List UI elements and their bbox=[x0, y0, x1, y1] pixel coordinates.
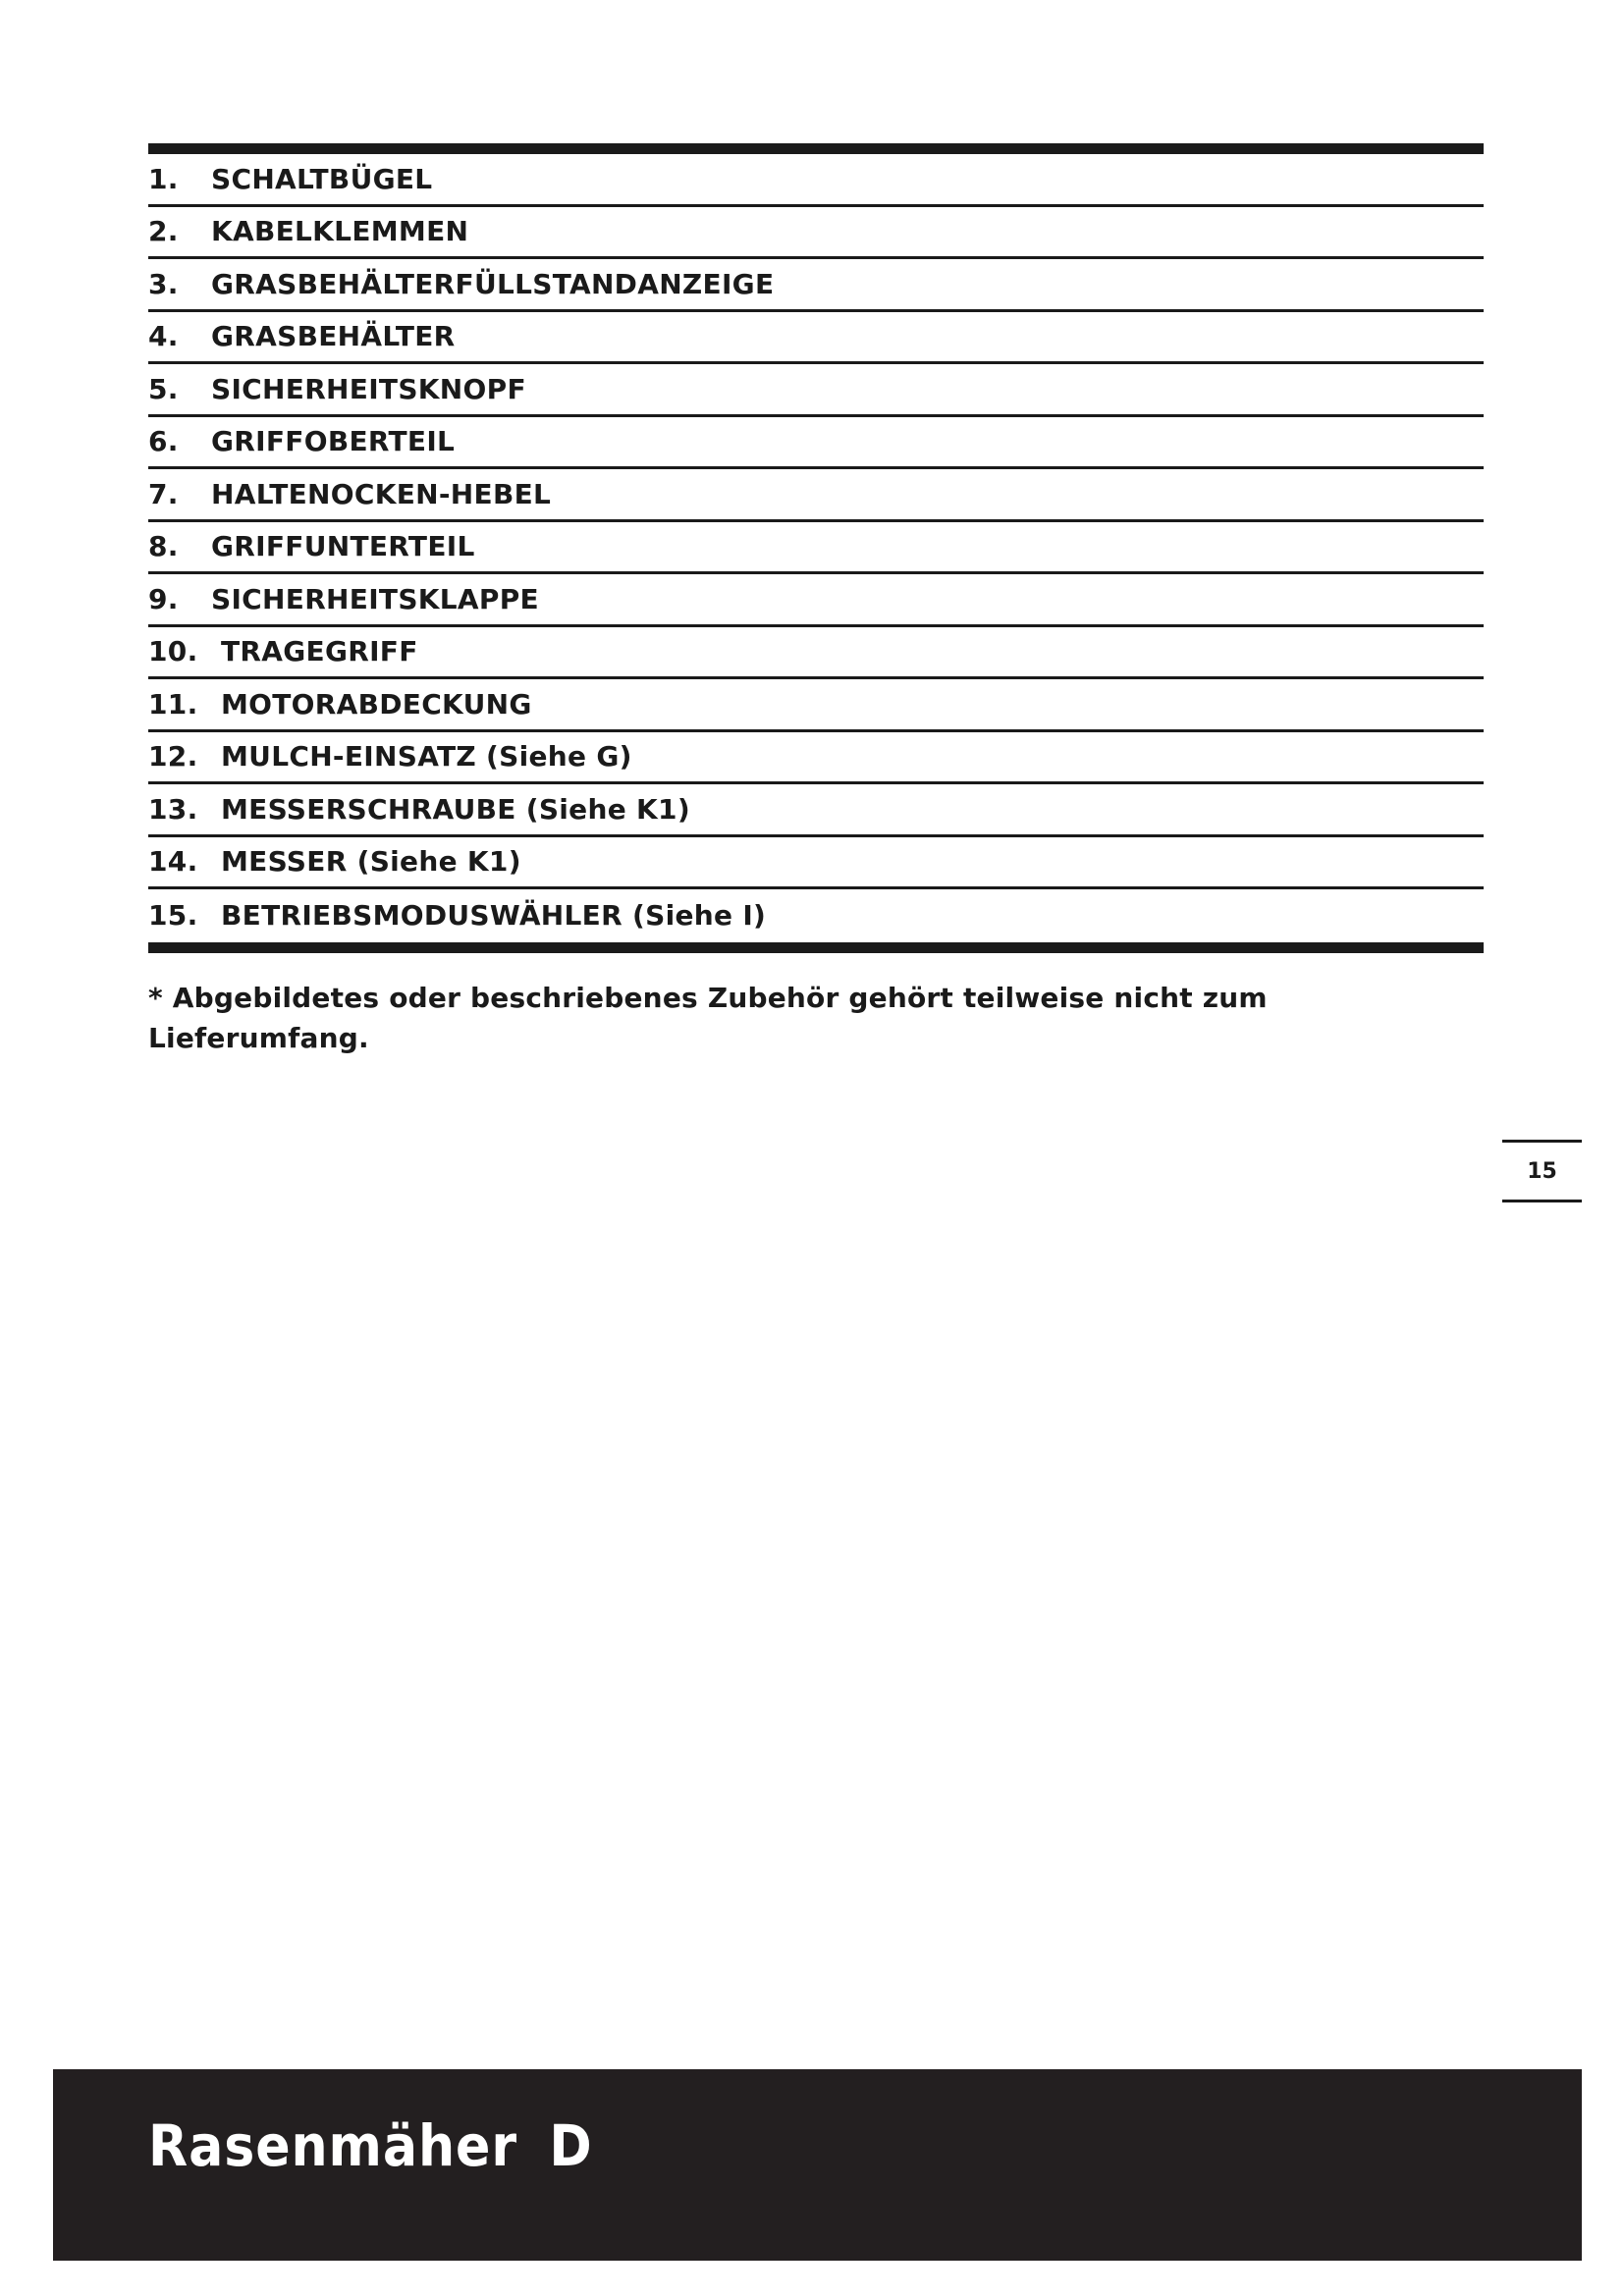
part-number: 4. bbox=[148, 320, 179, 353]
parts-list-item bbox=[148, 732, 1484, 785]
part-label: GRIFFUNTERTEIL bbox=[211, 530, 475, 563]
accessories-note-line-2: Lieferumfang. bbox=[148, 1022, 369, 1054]
parts-list-item bbox=[148, 207, 1484, 260]
part-label: SICHERHEITSKNOPF bbox=[211, 372, 526, 405]
part-number: 11. bbox=[148, 687, 198, 721]
accessories-note-line-1: * Abgebildetes oder beschriebenes Zubehör gehört teilweise nicht zum bbox=[148, 982, 1268, 1014]
part-label: BETRIEBSMODUSWÄHLER (Siehe I) bbox=[221, 899, 767, 933]
part-label: GRIFFOBERTEIL bbox=[211, 425, 456, 458]
parts-list-item bbox=[148, 364, 1484, 417]
product-title: Rasenmäher bbox=[148, 2112, 517, 2179]
parts-list-item bbox=[148, 679, 1484, 732]
part-label: TRAGEGRIFF bbox=[221, 635, 418, 668]
footer-title bbox=[148, 2112, 593, 2179]
part-label: KABELKLEMMEN bbox=[211, 215, 469, 248]
language-code: D bbox=[549, 2112, 593, 2179]
parts-list-item bbox=[148, 469, 1484, 522]
part-number: 12. bbox=[148, 740, 198, 774]
part-number: 9. bbox=[148, 582, 179, 615]
parts-list-item bbox=[148, 312, 1484, 365]
parts-list-item bbox=[148, 627, 1484, 680]
part-number: 2. bbox=[148, 215, 179, 248]
part-label: MOTORABDECKUNG bbox=[221, 687, 532, 721]
part-label: MESSERSCHRAUBE (Siehe K1) bbox=[221, 792, 690, 826]
parts-list-item bbox=[148, 259, 1484, 312]
accessories-note bbox=[148, 978, 1425, 1058]
page-number: 15 bbox=[1502, 1140, 1582, 1202]
part-label: SICHERHEITSKLAPPE bbox=[211, 582, 539, 615]
part-number: 1. bbox=[148, 162, 179, 195]
parts-list bbox=[148, 143, 1484, 953]
part-label: GRASBEHÄLTERFÜLLSTANDANZEIGE bbox=[211, 267, 775, 300]
part-number: 15. bbox=[148, 899, 198, 933]
part-label: GRASBEHÄLTER bbox=[211, 320, 456, 353]
part-number: 6. bbox=[148, 425, 179, 458]
part-number: 8. bbox=[148, 530, 179, 563]
part-label: MULCH-EINSATZ (Siehe G) bbox=[221, 740, 632, 774]
part-number: 7. bbox=[148, 477, 179, 510]
part-number: 14. bbox=[148, 845, 198, 879]
part-number: 5. bbox=[148, 372, 179, 405]
parts-list-item bbox=[148, 889, 1484, 942]
parts-list-item bbox=[148, 154, 1484, 207]
parts-list-item bbox=[148, 837, 1484, 890]
part-number: 3. bbox=[148, 267, 179, 300]
parts-list-item bbox=[148, 784, 1484, 837]
part-number: 13. bbox=[148, 792, 198, 826]
parts-list-item bbox=[148, 522, 1484, 575]
parts-list-item bbox=[148, 417, 1484, 470]
part-label: MESSER (Siehe K1) bbox=[221, 845, 521, 879]
part-number: 10. bbox=[148, 635, 198, 668]
footer-band bbox=[53, 2069, 1582, 2261]
part-label: SCHALTBÜGEL bbox=[211, 162, 433, 195]
part-label: HALTENOCKEN-HEBEL bbox=[211, 477, 552, 510]
parts-list-item bbox=[148, 574, 1484, 627]
